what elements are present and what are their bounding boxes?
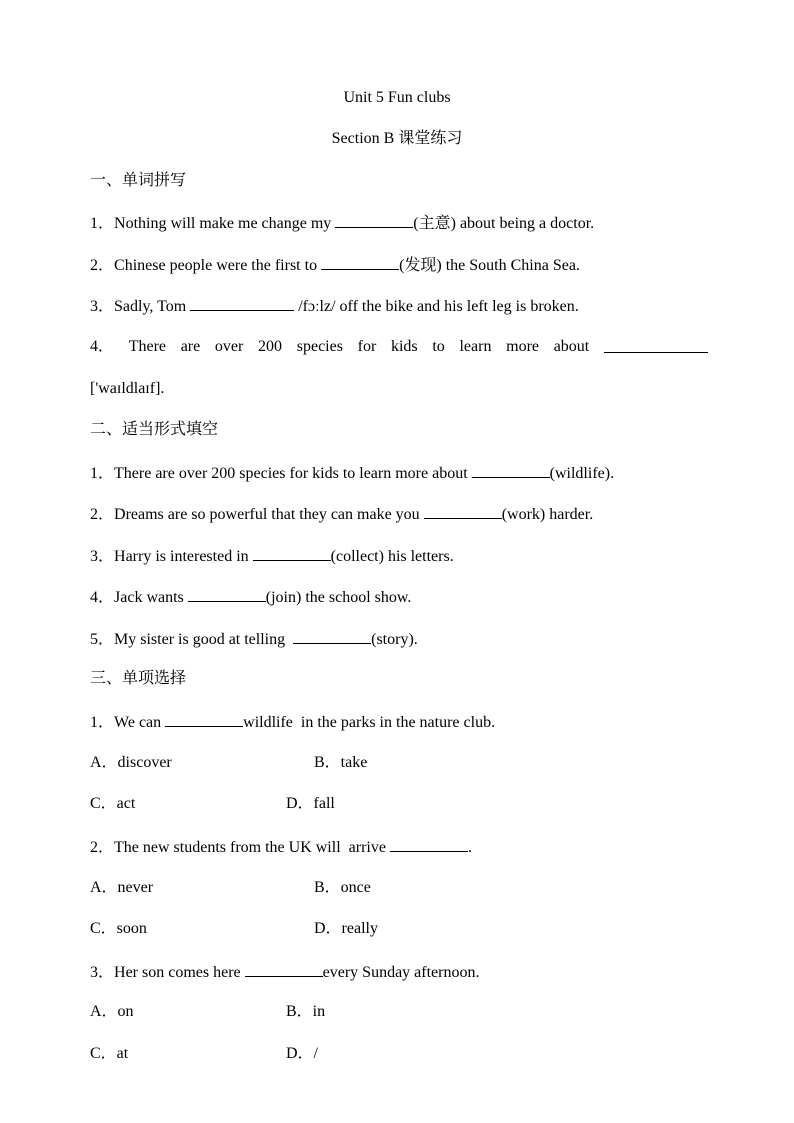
question-text: (主意) about being a doctor. <box>413 215 595 232</box>
option-b[interactable]: B．take <box>314 754 368 771</box>
question-number: 3． <box>90 548 115 565</box>
question-text: Dreams are so powerful that they can make you <box>114 506 424 523</box>
option-d[interactable]: D．really <box>314 920 378 937</box>
question-text: . <box>467 839 472 856</box>
fill-question-4 <box>90 586 411 608</box>
choice-question-3 <box>90 961 479 983</box>
question-word: species <box>296 338 343 355</box>
answer-blank[interactable] <box>472 462 550 478</box>
question-text: There are over 200 species for kids to learn more about <box>114 465 472 482</box>
question-number: 1． <box>90 215 115 232</box>
fill-question-1 <box>90 462 614 484</box>
page-title: Unit 5 Fun clubs <box>343 89 451 106</box>
question-word: There <box>128 338 167 355</box>
spelling-question-3 <box>90 295 579 317</box>
answer-blank[interactable] <box>604 337 708 353</box>
option-d[interactable]: D．/ <box>286 1045 319 1062</box>
choice-question-2 <box>90 836 472 858</box>
question-text: (collect) his letters. <box>330 548 454 565</box>
question-word: are <box>180 338 201 355</box>
question-number: 3． <box>90 964 115 981</box>
question-text: (发现) the South China Sea. <box>399 257 580 274</box>
question-word: kids <box>390 338 418 355</box>
question-text: /fɔːlz/ off the bike and his left leg is broken. <box>294 298 579 315</box>
fill-question-2 <box>90 503 593 525</box>
question-text: wildlife in the parks in the nature club. <box>243 714 496 731</box>
question-word: learn <box>459 338 492 355</box>
question-number: 5． <box>90 631 115 648</box>
question-text: (wildlife). <box>549 465 615 482</box>
section-heading-fill-in: 二、适当形式填空 <box>90 421 219 438</box>
option-c[interactable]: C．soon <box>90 920 147 937</box>
section-heading-multiple-choice: 三、单项选择 <box>90 670 187 687</box>
question-word: more <box>506 338 540 355</box>
question-text: Jack wants <box>114 589 188 606</box>
question-word: to <box>432 338 445 355</box>
spelling-question-1 <box>90 212 594 234</box>
question-number: 3． <box>90 298 115 315</box>
spelling-question-4-continuation: ['waɪldlaɪf]. <box>90 380 165 397</box>
option-a[interactable]: A．on <box>90 1003 134 1020</box>
question-text: My sister is good at telling <box>114 631 294 648</box>
option-b[interactable]: B．once <box>314 879 371 896</box>
page-subtitle: Section B 课堂练习 <box>331 130 463 147</box>
question-word: 200 <box>258 338 283 355</box>
answer-blank[interactable] <box>190 295 294 311</box>
answer-blank[interactable] <box>390 836 468 852</box>
section-heading-spelling: 一、单词拼写 <box>90 172 187 189</box>
spelling-question-2 <box>90 254 580 276</box>
fill-question-5 <box>90 628 418 650</box>
question-text: every Sunday afternoon. <box>322 964 480 981</box>
question-text: (story). <box>371 631 418 648</box>
choice-question-1 <box>90 711 495 733</box>
question-text: (join) the school show. <box>265 589 412 606</box>
question-number: 4． <box>90 338 115 355</box>
option-c[interactable]: C．act <box>90 795 136 812</box>
answer-blank[interactable] <box>293 628 371 644</box>
answer-blank[interactable] <box>245 961 323 977</box>
spelling-question-4 <box>90 337 708 357</box>
question-text: Her son comes here <box>114 964 245 981</box>
question-text: Nothing will make me change my <box>114 215 336 232</box>
option-a[interactable]: A．never <box>90 879 154 896</box>
question-word: about <box>553 338 590 355</box>
question-number: 4． <box>90 589 115 606</box>
answer-blank[interactable] <box>165 711 243 727</box>
question-text: (work) harder. <box>501 506 594 523</box>
question-text: We can <box>114 714 166 731</box>
question-number: 1． <box>90 465 115 482</box>
question-number: 2． <box>90 506 115 523</box>
question-text: Sadly, Tom <box>114 298 191 315</box>
answer-blank[interactable] <box>253 545 331 561</box>
question-number: 2． <box>90 839 115 856</box>
question-text: The new students from the UK will arrive <box>114 839 390 856</box>
answer-blank[interactable] <box>424 503 502 519</box>
question-number: 2． <box>90 257 115 274</box>
option-b[interactable]: B．in <box>286 1003 326 1020</box>
question-text: Harry is interested in <box>114 548 253 565</box>
option-c[interactable]: C．at <box>90 1045 129 1062</box>
question-word: for <box>357 338 377 355</box>
fill-question-3 <box>90 545 454 567</box>
answer-blank[interactable] <box>335 212 413 228</box>
answer-blank[interactable] <box>188 586 266 602</box>
answer-blank[interactable] <box>321 254 399 270</box>
question-number: 1． <box>90 714 115 731</box>
option-d[interactable]: D．fall <box>286 795 335 812</box>
option-a[interactable]: A．discover <box>90 754 172 771</box>
question-text: Chinese people were the first to <box>114 257 322 274</box>
question-word: over <box>214 338 244 355</box>
